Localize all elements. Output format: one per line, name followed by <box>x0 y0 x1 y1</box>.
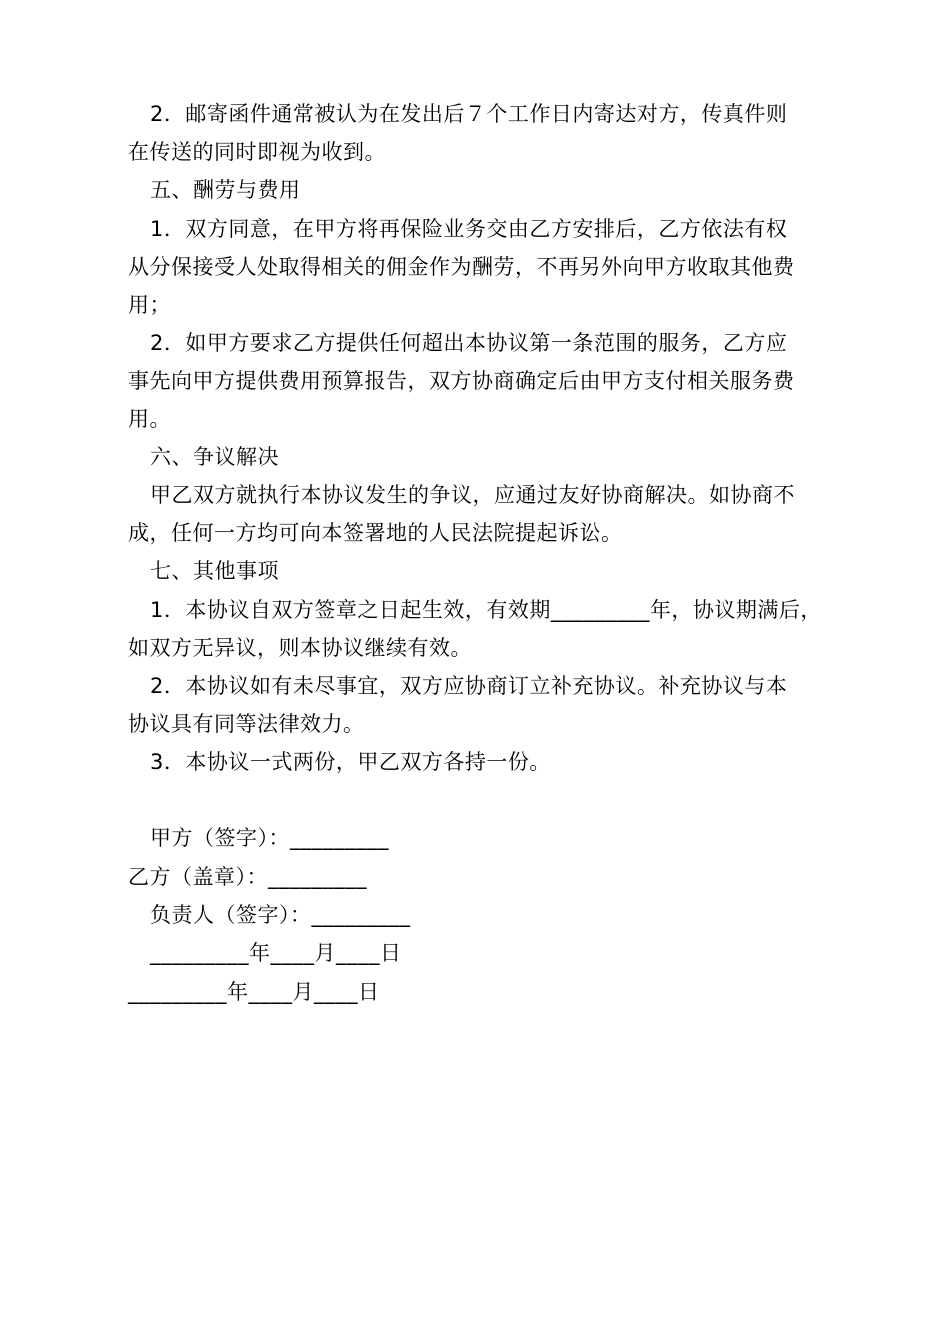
clause-5-1-line-3: 用； <box>128 293 171 317</box>
clause-7-3-line-1: 3．本协议一式两份，甲乙双方各持一份。 <box>150 750 551 774</box>
party-b-seal-line: 乙方（盖章）：_________ <box>128 865 367 889</box>
section-5-heading: 五、酬劳与费用 <box>150 178 301 202</box>
clause-7-2-line-2: 协议具有同等法律效力。 <box>128 712 365 736</box>
responsible-person-signature-line: 负责人（签字）：_________ <box>150 903 411 927</box>
section-6-heading: 六、争议解决 <box>150 445 279 469</box>
clause-5-2-line-2: 事先向甲方提供费用预算报告，双方协商确定后由甲方支付相关服务费 <box>128 369 795 393</box>
clause-5-2-line-3: 用。 <box>128 407 171 431</box>
party-a-date-line: _________年____月____日 <box>150 941 402 965</box>
clause-4-2-line-2: 在传送的同时即视为收到。 <box>128 140 386 164</box>
clause-7-2-line-1: 2．本协议如有未尽事宜，双方应协商订立补充协议。补充协议与本 <box>150 674 788 698</box>
party-b-date-line: _________年____月____日 <box>128 980 380 1004</box>
clause-7-1-line-2: 如双方无异议，则本协议继续有效。 <box>128 636 472 660</box>
section-7-heading: 七、其他事项 <box>150 559 279 583</box>
clause-5-1-line-2: 从分保接受人处取得相关的佣金作为酬劳，不再另外向甲方收取其他费 <box>128 255 795 279</box>
party-a-signature-line: 甲方（签字）：_________ <box>150 826 389 850</box>
section-6-body-line-2: 成，任何一方均可向本签署地的人民法院提起诉讼。 <box>128 521 623 545</box>
clause-5-2-line-1: 2．如甲方要求乙方提供任何超出本协议第一条范围的服务，乙方应 <box>150 331 788 355</box>
section-6-body-line-1: 甲乙双方就执行本协议发生的争议，应通过友好协商解决。如协商不 <box>150 483 795 507</box>
clause-4-2-line-1: 2．邮寄函件通常被认为在发出后７个工作日内寄达对方，传真件则 <box>150 102 788 126</box>
clause-7-1-line-1: 1．本协议自双方签章之日起生效，有效期_________年，协议期满后， <box>150 598 822 622</box>
clause-5-1-line-1: 1．双方同意，在甲方将再保险业务交由乙方安排后，乙方依法有权 <box>150 217 788 241</box>
